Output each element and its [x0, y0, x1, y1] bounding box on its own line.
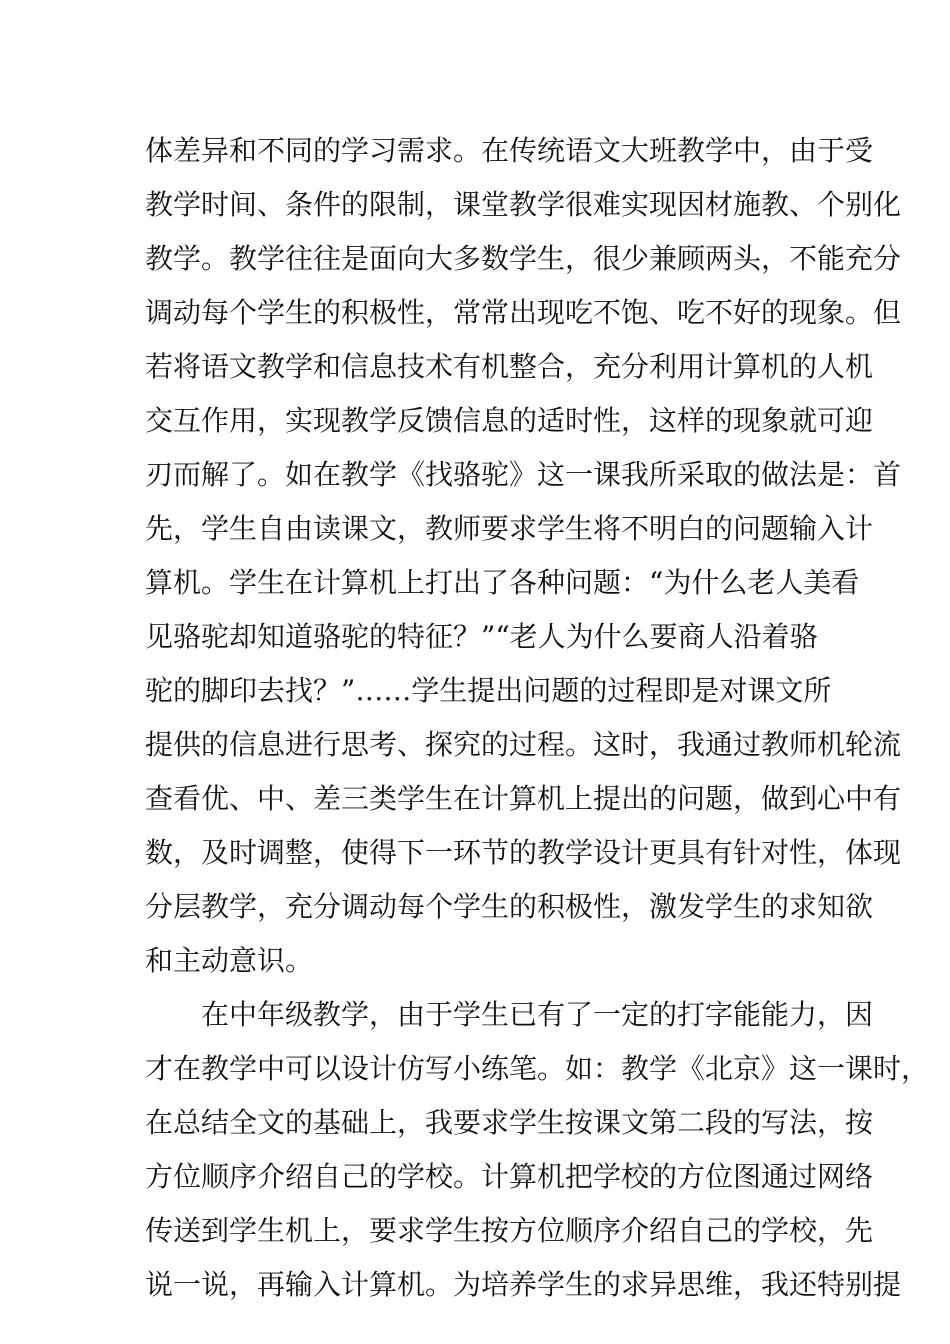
- text-line: 驼的脚印去找？”……学生提出问题的过程即是对课文所: [145, 674, 832, 707]
- text-line: 交互作用，实现教学反馈信息的适时性，这样的现象就可迎: [145, 404, 874, 437]
- text-line: 教学时间、条件的限制，课堂教学很难实现因材施教、个别化: [145, 188, 902, 221]
- text-line: 分层教学，充分调动每个学生的积极性，激发学生的求知欲: [145, 890, 874, 923]
- text-line: 算机。学生在计算机上打出了各种问题：“为什么老人美看: [145, 566, 860, 599]
- text-line: 在总结全文的基础上，我要求学生按课文第二段的写法，按: [145, 1106, 874, 1139]
- text-line: 传送到学生机上，要求学生按方位顺序介绍自己的学校，先: [145, 1214, 874, 1247]
- text-line: 调动每个学生的积极性，常常出现吃不饱、吃不好的现象。但: [145, 296, 902, 329]
- text-line: 刃而解了。如在教学《找骆驼》这一课我所采取的做法是：首: [145, 458, 902, 491]
- text-line: 教学。教学往往是面向大多数学生，很少兼顾两头，不能充分: [145, 242, 902, 275]
- text-line: 见骆驼却知道骆驼的特征？”“老人为什么要商人沿着骆: [145, 620, 818, 653]
- text-line: 和主动意识。: [145, 944, 314, 977]
- text-line: 方位顺序介绍自己的学校。计算机把学校的方位图通过网络: [145, 1160, 874, 1193]
- text-line: 数，及时调整，使得下一环节的教学设计更具有针对性，体现: [145, 836, 902, 869]
- text-line: 先，学生自由读课文，教师要求学生将不明白的问题输入计: [145, 512, 874, 545]
- text-line: 才在教学中可以设计仿写小练笔。如：教学《北京》这一课时，: [145, 1052, 930, 1085]
- text-line: 在中年级教学，由于学生已有了一定的打字能能力，因: [201, 998, 874, 1031]
- text-line: 若将语文教学和信息技术有机整合，充分利用计算机的人机: [145, 350, 874, 383]
- text-line: 说一说，再输入计算机。为培养学生的求异思维，我还特别提: [145, 1268, 902, 1301]
- text-line: 体差异和不同的学习需求。在传统语文大班教学中，由于受: [145, 134, 874, 167]
- text-line: 查看优、中、差三类学生在计算机上提出的问题，做到心中有: [145, 782, 902, 815]
- text-line: 提供的信息进行思考、探究的过程。这时，我通过教师机轮流: [145, 728, 902, 761]
